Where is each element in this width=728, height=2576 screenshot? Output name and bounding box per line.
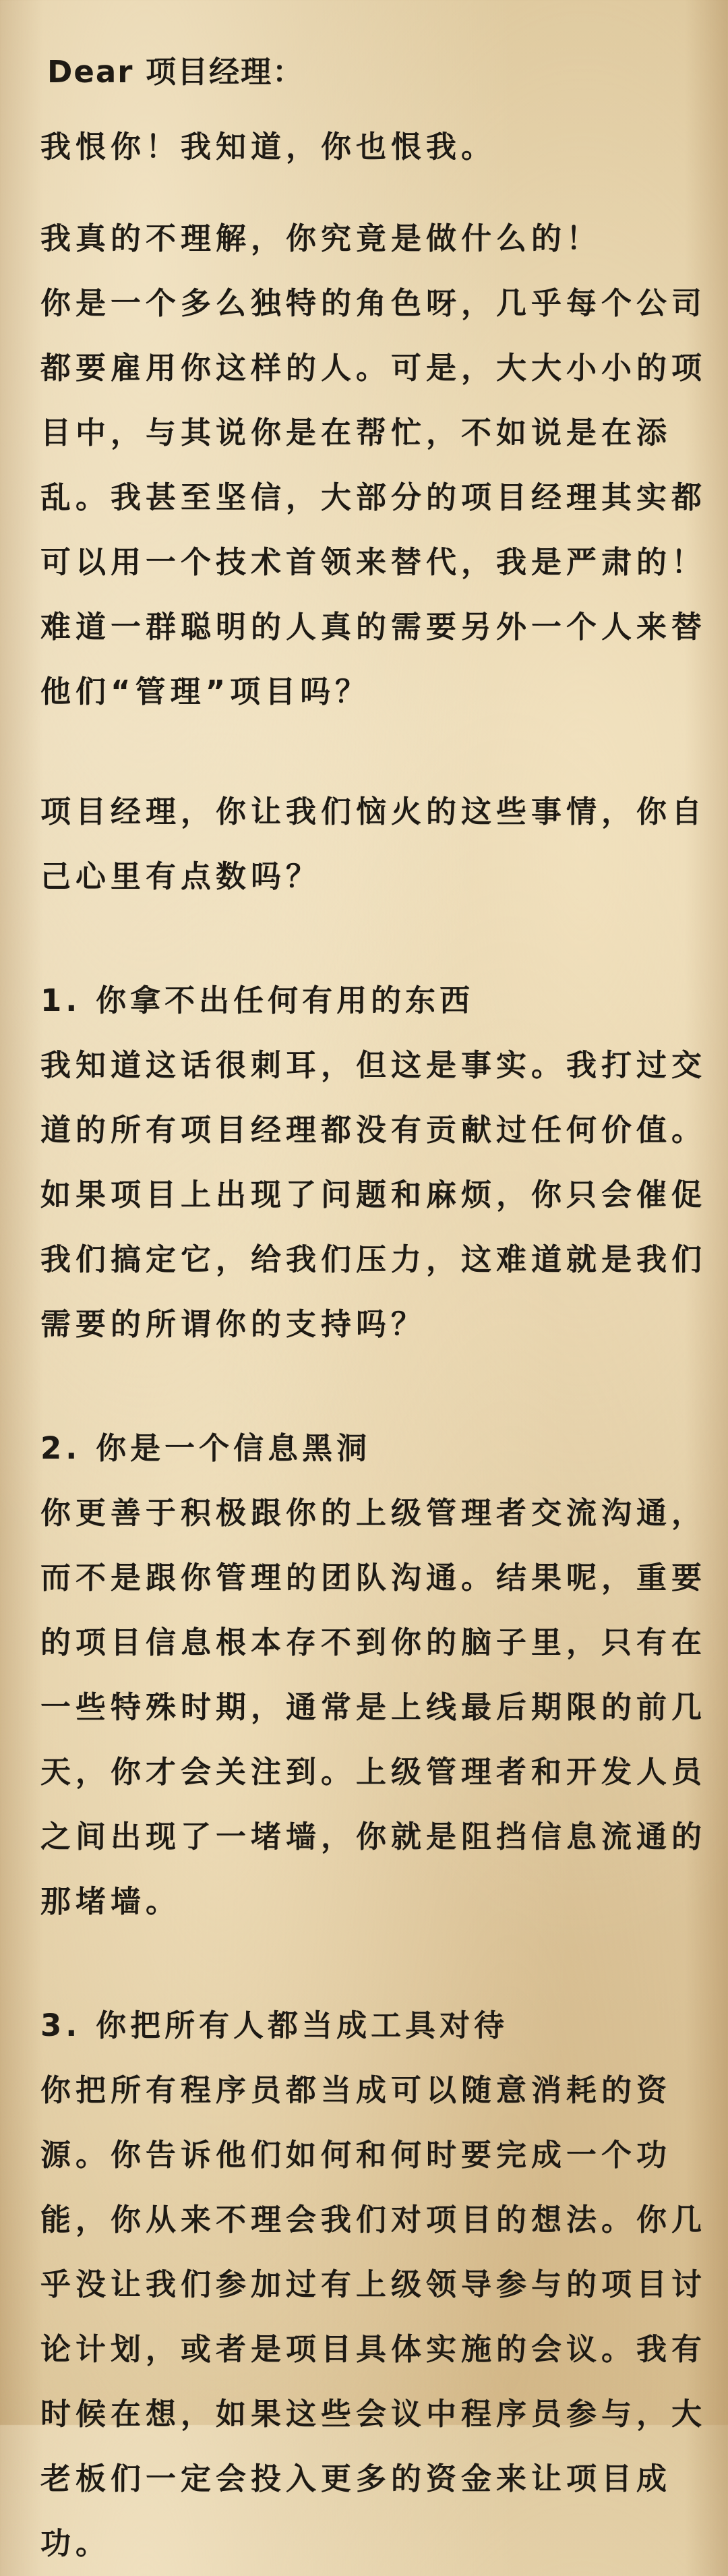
salutation: Dear 项目经理： — [47, 54, 305, 90]
section-title: 2. 你是一个信息黑洞 — [40, 1430, 371, 1466]
section-body: 你把所有程序员都当成可以随意消耗的资 源。你告诉他们如何和何时要完成一个功 能，你从来不理会我们对项目的想法。你几 乎没让我们参加过有上级领导参与的项目讨 论计划，或者是项目具体实施的会议。我有 时候在想，如果这些会议中程序员参与，大 老板们一定会投入更多的资金来让项目成 功。 — [40, 2072, 707, 2561]
section-body: 我知道这话很刺耳，但这是事实。我打过交 道的所有项目经理都没有贡献过任何价值。 如果项目上出现了问题和麻烦，你只会催促 我们搞定它，给我们压力，这难道就是我们 需要的所谓你的支持吗？ — [40, 1047, 707, 1342]
section-1 — [40, 968, 708, 1357]
question-paragraph: 项目经理，你让我们恼火的这些事情，你自 己心里有点数吗？ — [40, 794, 707, 894]
section-3 — [40, 1993, 708, 2576]
section-title: 3. 你把所有人都当成工具对待 — [40, 2008, 509, 2043]
letter — [40, 27, 708, 2576]
intro-paragraph: 我真的不理解，你究竟是做什么的！ 你是一个多么独特的角色呀，几乎每个公司 都要雇用你这样的人。可是，大大小小的项 目中，与其说你是在帮忙，不如说是在添 乱。我甚至坚信，大部分的项目经理其实都 可以用一个技术首领来替代，我是严肃的！ 难道一群聪明的人真的需要另外一个人来替 他们“管理”项目吗？ — [40, 221, 707, 709]
section-title: 1. 你拿不出任何有用的东西 — [40, 983, 475, 1018]
opening-line: 我恨你！我知道，你也恨我。 — [40, 129, 497, 165]
section-2 — [40, 1416, 708, 1934]
section-body: 你更善于积极跟你的上级管理者交流沟通， 而不是跟你管理的团队沟通。结果呢，重要 的项目信息根本存不到你的脑子里，只有在 一些特殊时期，通常是上线最后期限的前几 天，你才会关注到。上级管理者和开发人员 之间出现了一堵墙，你就是阻挡信息流通的 那堵墙。 — [40, 1495, 707, 1919]
